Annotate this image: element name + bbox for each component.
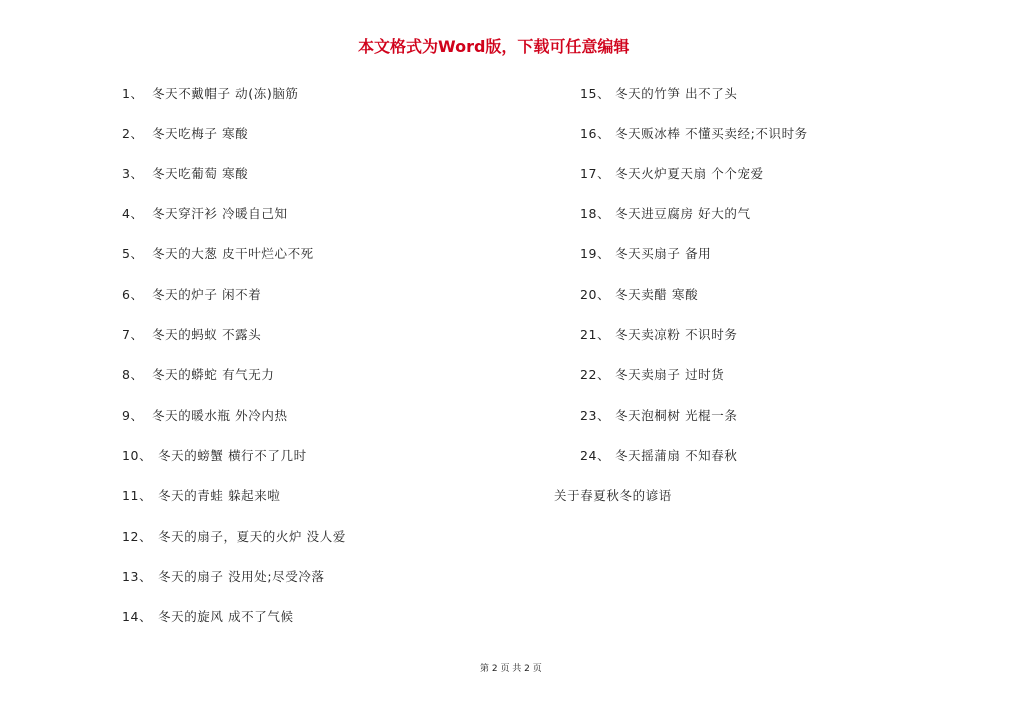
item-number: 2、: [122, 126, 144, 141]
item-text: 冬天的扇子，夏天的火炉 没人爱: [158, 529, 346, 544]
item-text: 冬天的竹笋 出不了头: [615, 86, 738, 101]
item-text: 冬天的扇子 没用处;尽受冷落: [158, 569, 325, 584]
page-number: 第 2 页 共 2 页: [480, 664, 542, 674]
item-text: 冬天买扇子 备用: [615, 246, 712, 261]
item-number: 8、: [122, 367, 144, 382]
item-text: 冬天的蟒蛇 有气无力: [152, 367, 275, 382]
item-text: 冬天的大葱 皮干叶烂心不死: [152, 246, 314, 261]
section-heading: 关于春夏秋冬的谚语: [554, 488, 672, 503]
item-number: 13、: [122, 569, 153, 584]
item-number: 14、: [122, 609, 153, 624]
item-text: 冬天穿汗衫 冷暖自己知: [152, 206, 288, 221]
item-text: 冬天泡桐树 光棍一条: [615, 408, 738, 423]
item-text: 冬天火炉夏天扇 个个宠爱: [615, 166, 764, 181]
item-number: 11、: [122, 488, 153, 503]
item-text: 冬天的炉子 闲不着: [152, 287, 262, 302]
item-number: 21、: [580, 327, 611, 342]
item-text: 冬天的暖水瓶 外冷内热: [152, 408, 288, 423]
item-number: 22、: [580, 367, 611, 382]
item-number: 6、: [122, 287, 144, 302]
item-number: 10、: [122, 448, 153, 463]
item-text: 冬天的蚂蚁 不露头: [152, 327, 262, 342]
item-number: 18、: [580, 206, 611, 221]
item-text: 冬天的青蛙 躲起来啦: [158, 488, 281, 503]
item-number: 12、: [122, 529, 153, 544]
item-number: 19、: [580, 246, 611, 261]
item-number: 16、: [580, 126, 611, 141]
item-text: 冬天卖扇子 过时货: [615, 367, 725, 382]
item-number: 23、: [580, 408, 611, 423]
item-number: 24、: [580, 448, 611, 463]
item-number: 3、: [122, 166, 144, 181]
format-notice: 本文格式为Word版，下载可任意编辑: [358, 37, 630, 56]
item-text: 冬天不戴帽子 动(冻)脑筋: [152, 86, 299, 101]
item-text: 冬天吃梅子 寒酸: [152, 126, 249, 141]
item-text: 冬天的螃蟹 横行不了几时: [158, 448, 307, 463]
item-number: 1、: [122, 86, 144, 101]
item-text: 冬天的旋风 成不了气候: [158, 609, 294, 624]
item-text: 冬天进豆腐房 好大的气: [615, 206, 751, 221]
item-text: 冬天吃葡萄 寒酸: [152, 166, 249, 181]
item-text: 冬天卖醋 寒酸: [615, 287, 699, 302]
item-text: 冬天摇蒲扇 不知春秋: [615, 448, 738, 463]
item-number: 4、: [122, 206, 144, 221]
item-number: 20、: [580, 287, 611, 302]
item-number: 17、: [580, 166, 611, 181]
item-number: 7、: [122, 327, 144, 342]
item-number: 5、: [122, 246, 144, 261]
item-text: 冬天贩冰棒 不懂买卖经;不识时务: [615, 126, 808, 141]
item-number: 15、: [580, 86, 611, 101]
item-number: 9、: [122, 408, 144, 423]
item-text: 冬天卖凉粉 不识时务: [615, 327, 738, 342]
